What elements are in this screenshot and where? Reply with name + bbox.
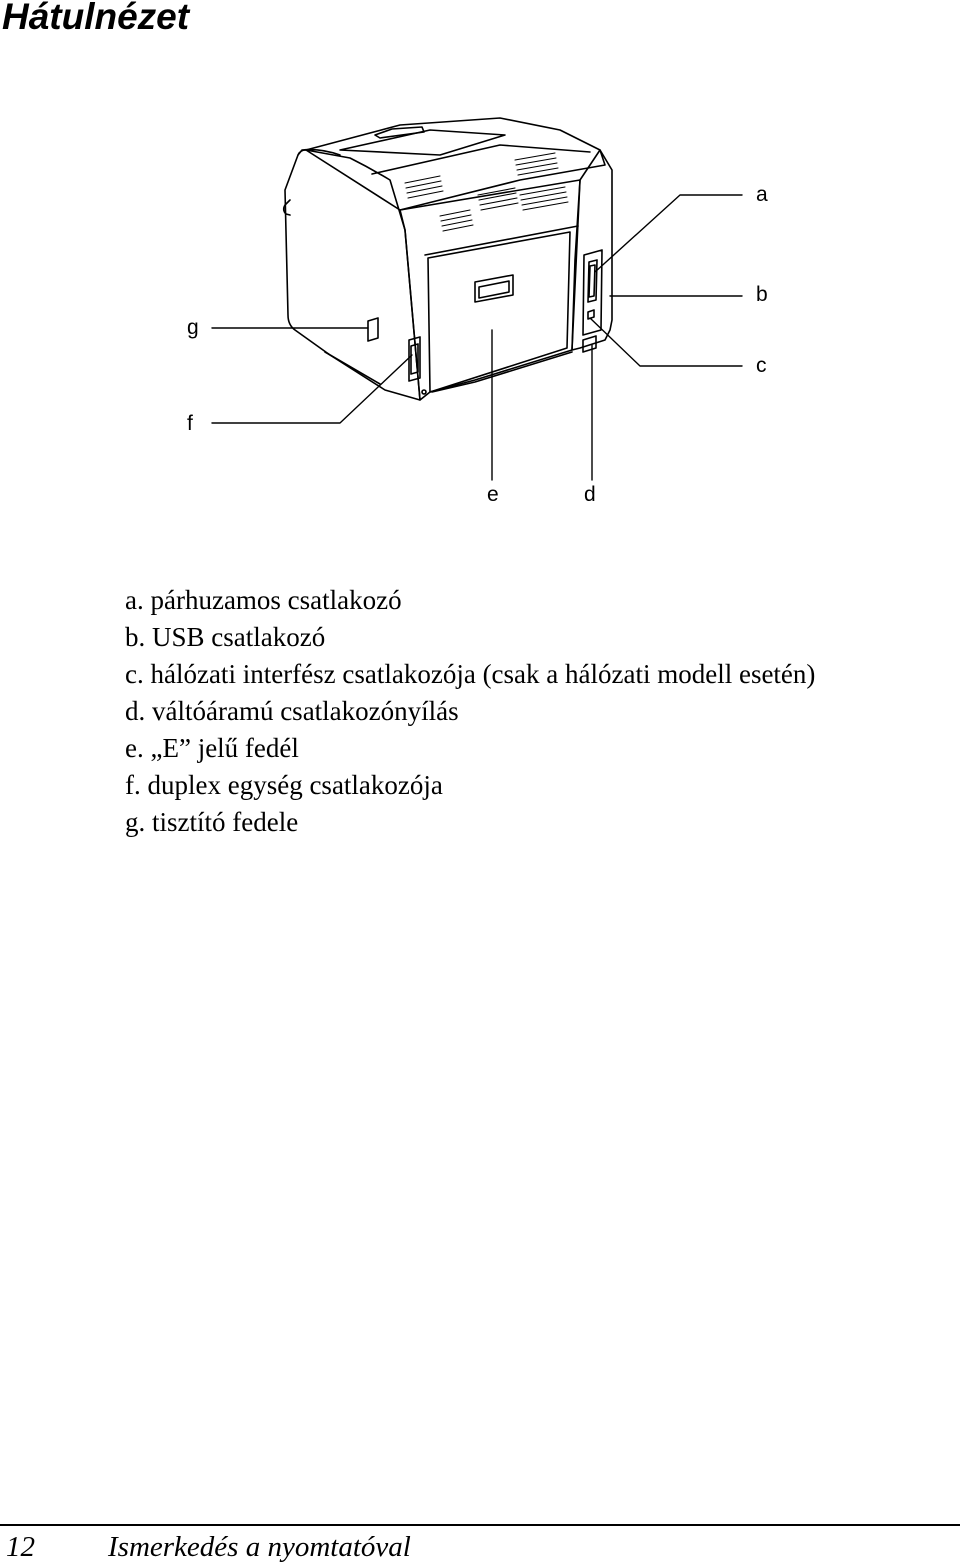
- legend-item: d. váltóáramú csatlakozónyílás: [125, 696, 459, 726]
- callout-b: b: [756, 283, 768, 306]
- printer-rear-view-illustration: [0, 0, 960, 540]
- callout-g: g: [187, 316, 199, 339]
- callout-e: e: [487, 483, 499, 506]
- callout-a: a: [756, 183, 768, 206]
- parts-legend: [125, 582, 815, 841]
- legend-item: e. „E” jelű fedél: [125, 733, 299, 763]
- legend-item: b. USB csatlakozó: [125, 622, 326, 652]
- legend-item: a. párhuzamos csatlakozó: [125, 585, 402, 615]
- footer-divider: [0, 1524, 960, 1526]
- callout-f: f: [187, 412, 193, 435]
- callout-c: c: [756, 354, 767, 377]
- page-title: Hátulnézet: [2, 0, 190, 37]
- chapter-title: Ismerkedés a nyomtatóval: [108, 1531, 411, 1563]
- callout-d: d: [584, 483, 596, 506]
- legend-item: c. hálózati interfész csatlakozója (csak a hálózati modell esetén): [125, 659, 816, 689]
- legend-item: f. duplex egység csatlakozója: [125, 770, 443, 800]
- page-number: 12: [6, 1531, 35, 1563]
- legend-item: g. tisztító fedele: [125, 807, 299, 837]
